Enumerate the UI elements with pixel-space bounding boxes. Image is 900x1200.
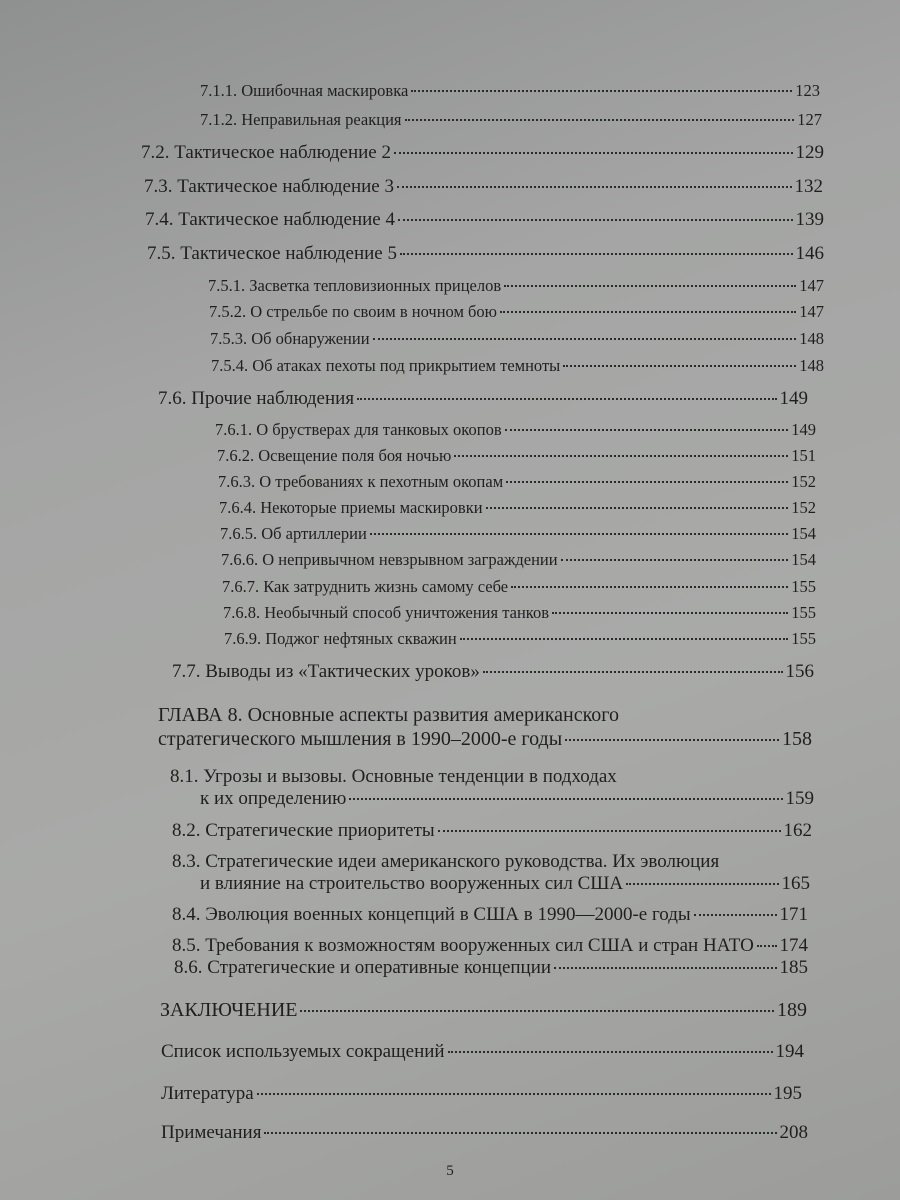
toc-entry-page: 152 (791, 472, 816, 491)
toc-entry-page: 165 (781, 873, 810, 894)
toc-entry (158, 388, 808, 410)
toc-entry-line-1: 8.3. Стратегические идеи американского руководства. Их эволюция (172, 851, 720, 872)
toc-entry-label: стратегического мышления в 1990–2000-е годы (158, 728, 563, 750)
toc-leader-dots (511, 586, 788, 588)
toc-entry (161, 1041, 804, 1063)
toc-entry-label: 7.6.3. О требованиях к пехотным окопам (218, 472, 504, 491)
toc-leader-dots (405, 119, 795, 121)
toc-entry-label: Примечания (161, 1122, 262, 1143)
toc-entry-label: Литература (161, 1083, 254, 1104)
toc-entry (217, 446, 816, 466)
toc-entry-page: 146 (795, 243, 824, 264)
chapter-heading-line-1: ГЛАВА 8. Основные аспекты развития американского (158, 704, 619, 726)
toc-entry-page: 185 (779, 957, 808, 978)
page-number: 5 (446, 1163, 454, 1179)
toc-entry (208, 276, 824, 296)
toc-entry-page: 155 (791, 577, 816, 596)
toc-entry-label: 7.2. Тактическое наблюдение 2 (141, 142, 391, 163)
toc-entry-page: 149 (791, 420, 816, 439)
toc-entry-page: 162 (783, 820, 812, 841)
toc-entry-line-1: 8.1. Угрозы и вызовы. Основные тенденции в подходах (170, 766, 617, 787)
toc-entry (160, 999, 807, 1022)
toc-entry (220, 524, 816, 544)
toc-leader-dots (373, 338, 797, 340)
toc-entry-page: 155 (791, 603, 816, 622)
toc-entry-label: 7.5.4. Об атаках пехоты под прикрытием темноты (211, 356, 561, 375)
toc-leader-dots (554, 967, 776, 969)
toc-entry-page: 154 (791, 524, 816, 543)
toc-entry-page: 151 (791, 446, 816, 465)
toc-entry-page: 156 (785, 661, 814, 682)
toc-entry-label: 7.5.3. Об обнаружении (210, 329, 370, 348)
toc-entry-label: 7.6.6. О непривычном невзрывном заграждении (221, 550, 558, 569)
toc-leader-dots (397, 186, 792, 188)
toc-entry-label: и влияние на строительство вооруженных сил США (200, 873, 624, 894)
toc-entry (209, 302, 824, 322)
toc-leader-dots (264, 1132, 776, 1134)
toc-entry-label: 7.5.2. О стрельбе по своим в ночном бою (209, 302, 498, 321)
toc-entry-page: 171 (779, 904, 808, 925)
toc-leader-dots (486, 507, 789, 509)
toc-entry-label: 7.6. Прочие наблюдения (158, 388, 355, 409)
toc-leader-dots (357, 398, 776, 400)
toc-entry-page: 148 (799, 356, 824, 375)
toc-entry-label: 7.6.1. О брустверах для танковых окопов (215, 420, 502, 439)
toc-leader-dots (504, 285, 796, 287)
toc-leader-dots (411, 90, 792, 92)
toc-entry (224, 629, 816, 649)
toc-entry-label: 8.4. Эволюция военных концепций в США в 1990—2000-е годы (172, 904, 691, 925)
toc-leader-dots (626, 883, 778, 885)
toc-leader-dots (460, 638, 789, 640)
toc-entry (222, 577, 816, 597)
toc-entry (219, 498, 816, 518)
toc-entry-label: 7.6.2. Освещение поля боя ночью (217, 446, 452, 465)
toc-entry (145, 209, 824, 231)
toc-entry-page: 123 (795, 81, 820, 100)
toc-leader-dots (552, 612, 788, 614)
toc-leader-dots (563, 365, 796, 367)
toc-entry-page: 147 (799, 276, 824, 295)
toc-leader-dots (757, 945, 777, 947)
toc-entry-label: 8.5. Требования к возможностям вооруженных сил США и стран НАТО (172, 935, 754, 956)
toc-entry (158, 728, 812, 751)
toc-entry (144, 176, 823, 198)
toc-entry-page: 159 (785, 788, 814, 809)
toc-leader-dots (349, 798, 782, 800)
toc-entry-page: 174 (779, 935, 808, 956)
toc-entry-page: 208 (779, 1122, 808, 1143)
toc-entry (210, 329, 824, 349)
toc-entry (200, 81, 820, 101)
toc-entry (172, 661, 814, 683)
toc-entry (223, 603, 816, 623)
toc-entry-page: 195 (773, 1083, 802, 1104)
toc-entry-page: 189 (777, 999, 807, 1021)
toc-leader-dots (505, 429, 789, 431)
toc-entry-label: 7.5.1. Засветка тепловизионных прицелов (208, 276, 502, 295)
toc-leader-dots (694, 914, 777, 916)
toc-entry-page: 152 (791, 498, 816, 517)
toc-leader-dots (370, 533, 788, 535)
toc-leader-dots (506, 481, 788, 483)
toc-entry (172, 904, 808, 926)
toc-entry (200, 788, 814, 810)
toc-entry-page: 129 (795, 142, 824, 163)
toc-entry-label: 7.6.8. Необычный способ уничтожения танков (223, 603, 550, 622)
toc-leader-dots (454, 455, 788, 457)
toc-entry (221, 550, 816, 570)
toc-entry-page: 149 (779, 388, 808, 409)
toc-entry (200, 873, 810, 895)
toc-entry-page: 155 (791, 629, 816, 648)
toc-entry-label: 7.7. Выводы из «Тактических уроков» (172, 661, 480, 682)
toc-entry-label: 7.5. Тактическое наблюдение 5 (147, 243, 397, 264)
toc-entry (172, 820, 812, 842)
toc-leader-dots (565, 739, 779, 741)
toc-leader-dots (300, 1010, 774, 1012)
toc-entry-label: 7.4. Тактическое наблюдение 4 (145, 209, 395, 230)
toc-leader-dots (561, 559, 789, 561)
toc-entry (141, 142, 824, 164)
toc-leader-dots (257, 1093, 771, 1095)
toc-entry (215, 420, 816, 440)
toc-leader-dots (438, 830, 781, 832)
toc-entry-page: 154 (791, 550, 816, 569)
toc-entry (200, 110, 822, 130)
toc-entry-page: 147 (799, 302, 824, 321)
toc-entry (218, 472, 816, 492)
toc-entry-page: 139 (795, 209, 824, 230)
toc-entry-page: 132 (794, 176, 823, 197)
toc-leader-dots (500, 311, 796, 313)
toc-entry-label: Список используемых сокращений (161, 1041, 445, 1062)
toc-leader-dots (448, 1051, 773, 1053)
toc-entry-page: 148 (799, 329, 824, 348)
toc-entry-label: 7.1.1. Ошибочная маскировка (200, 81, 409, 100)
toc-entry (161, 1122, 808, 1144)
toc-entry (161, 1083, 802, 1105)
toc-leader-dots (400, 253, 793, 255)
toc-entry (172, 935, 808, 957)
toc-entry-page: 158 (782, 728, 812, 750)
toc-entry-label: 7.1.2. Неправильная реакция (200, 110, 402, 129)
toc-entry-label: ЗАКЛЮЧЕНИЕ (160, 999, 298, 1021)
toc-entry-label: 7.6.5. Об артиллерии (220, 524, 367, 543)
toc-entry (174, 957, 808, 979)
toc-entry-label: 7.6.7. Как затруднить жизнь самому себе (222, 577, 509, 596)
toc-leader-dots (394, 152, 793, 154)
toc-entry-label: к их определению (200, 788, 347, 809)
toc-leader-dots (398, 219, 793, 221)
toc-entry (147, 243, 824, 265)
toc-leader-dots (483, 671, 783, 673)
toc-entry-label: 7.6.4. Некоторые приемы маскировки (219, 498, 483, 517)
toc-entry-label: 8.2. Стратегические приоритеты (172, 820, 435, 841)
toc-entry-label: 8.6. Стратегические и оперативные концепции (174, 957, 552, 978)
toc-entry-label: 7.3. Тактическое наблюдение 3 (144, 176, 394, 197)
toc-entry-page: 127 (797, 110, 822, 129)
toc-entry-label: 7.6.9. Поджог нефтяных скважин (224, 629, 457, 648)
toc-entry (211, 356, 824, 376)
toc-entry-page: 194 (775, 1041, 804, 1062)
